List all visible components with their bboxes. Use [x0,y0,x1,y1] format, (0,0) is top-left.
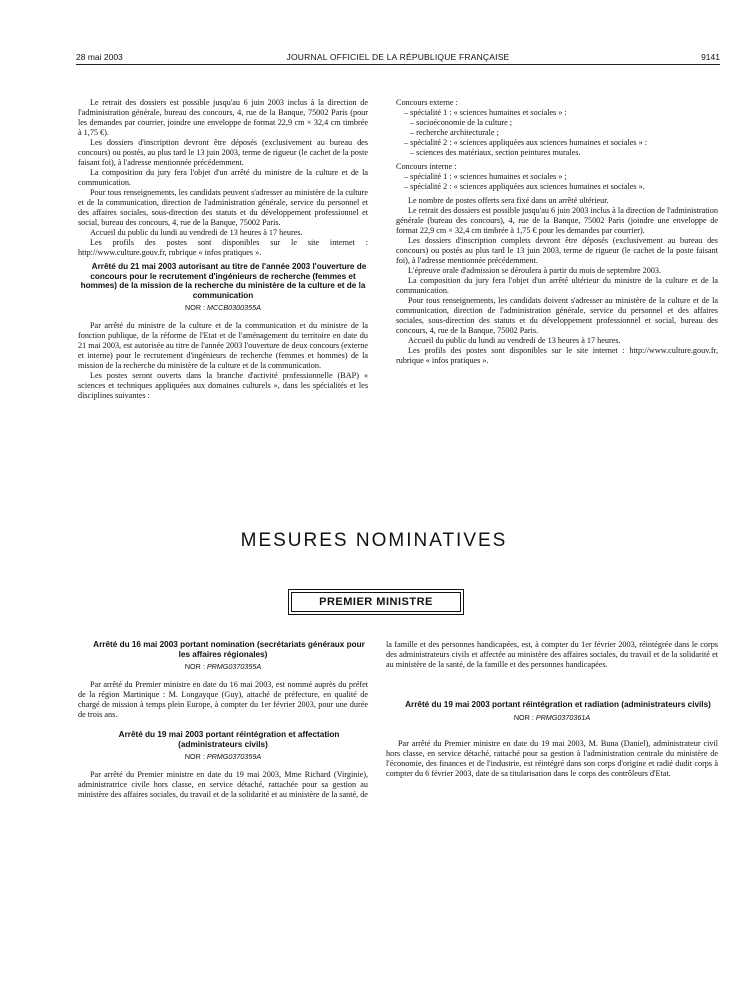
paragraph: Pour tous renseignements, les candidats peuvent s'adresser au ministère de la culture et de la communication, direction de l'administration générale, service du personnel et des affaires sociales, sous-direction des statuts et du développement professionnel et social, bureau des concours, 4, rue de la Banque, 75002 Paris. [78,188,368,227]
arrete-title: Arrêté du 19 mai 2003 portant réintégration et affectation (administrateurs civils) [118,730,340,749]
arrete-title: Arrêté du 21 mai 2003 autorisant au titre de l'année 2003 l'ouverture de concours pour le recrutement d'ingénieurs de recherche (femmes et hommes) de la mission de la recherche du ministère de la culture et de la communication [80,262,367,300]
paragraph: Accueil du public du lundi au vendredi de 13 heures à 17 heures. [408,336,621,345]
arrete-title: Arrêté du 19 mai 2003 portant réintégration et radiation (administrateurs civils) [405,700,711,709]
list-item: – sciences des matériaux, section peintures murales. [410,148,581,157]
list-item: – recherche architecturale ; [410,128,499,137]
bottom-right-column [386,640,718,779]
nor-label: NOR : [184,752,205,762]
paragraph: Les profils des postes sont disponibles sur le site internet : http://www.culture.gouv.fr, rubrique « infos pratiques ». [78,238,368,257]
concours-interne-label: Concours interne : [396,162,457,171]
ministry-label: PREMIER MINISTRE [291,592,461,612]
nor-reference [78,662,368,672]
paragraph: Les profils des postes sont disponibles sur le site internet : http://www.culture.gouv.fr, rubrique « infos pratiques ». [396,346,718,365]
nor-reference [78,752,368,762]
header-rule [76,64,720,65]
nor-reference [386,713,718,723]
paragraph: L'épreuve orale d'admission se déroulera à partir du mois de septembre 2003. [408,266,662,275]
list-item: – spécialité 2 : « sciences appliquées aux sciences humaines et sociales ». [404,182,645,191]
paragraph: Le nombre de postes offerts sera fixé dans un arrêté ultérieur. [408,196,609,205]
top-right-column [396,98,718,366]
issue-date: 28 mai 2003 [76,52,123,62]
list-item: – socioéconomie de la culture ; [410,118,513,127]
nor-reference [78,303,368,313]
paragraph: Les dossiers d'inscription devront être déposés (exclusivement au bureau des concours) ou postés, au plus tard le 13 juin 2003, terme de rigueur (le cachet de la poste faisant foi), à l'adresse mentionnée précédemment. [78,138,368,167]
nor-label: NOR : [184,662,205,672]
paragraph: La composition du jury fera l'objet d'un arrêté du ministre de la culture et de la communication. [78,168,368,187]
list-item: – spécialité 1 : « sciences humaines et sociales » : [404,108,567,117]
bottom-left-column [78,640,368,800]
arrete-title: Arrêté du 16 mai 2003 portant nomination (secrétariats généraux pour les affaires régionales) [93,640,365,659]
ministry-box [288,589,464,615]
page-number: 9141 [701,52,720,62]
list-item: – spécialité 1 : « sciences humaines et sociales » ; [404,172,567,181]
paragraph: Les postes seront ouverts dans la branche d'activité professionnelle (BAP) « sciences et techniques appliquées aux domaines culturels », dans les spécialités et les disciplines suivantes : [78,371,368,401]
nor-label: NOR : [513,712,534,722]
paragraph: Par arrêté du ministre de la culture et de la communication et du ministre de la fonction publique, de la réforme de l'Etat et de l'aménagement du territoire en date du 21 mai 2003, est autorisée au titre de l'année 2003 l'ouverture de deux concours (externe et interne) pour le recrutement d'ingénieurs de recherche (femmes et hommes) de la mission de la recherche du ministère de la culture et de la communication. [78,321,368,371]
nor-label: NOR : [185,303,205,313]
paragraph: Pour tous renseignements, les candidats doivent s'adresser au ministère de la culture et de la communication, direction de l'administration générale, service du personnel et des affaires sociales, sous-direction des statuts et du développement professionnel et social, bureau des concours, 4, rue de la Banque, 75002 Paris. [396,296,718,335]
nor-code: PRMG0370361A [535,712,591,722]
nor-code: PRMG0370359A [206,752,262,762]
journal-title: JOURNAL OFFICIEL DE LA RÉPUBLIQUE FRANÇAISE [286,52,510,62]
paragraph: Accueil du public du lundi au vendredi de 13 heures à 17 heures. [90,228,303,237]
top-left-column [78,98,368,401]
paragraph: Par arrêté du Premier ministre en date du 19 mai 2003, M. Buna (Daniel), administrateur civil hors classe, en service détaché, rattaché pour sa gestion à l'administration centrale du ministère de l'économie, des finances et de l'industrie, est réintégré dans son corps d'origine et radié dudit corps à compter du 6 février 2003, date de sa titularisation dans le corps des contrôleurs d'Etat. [386,738,718,778]
paragraph: Le retrait des dossiers est possible jusqu'au 6 juin 2003 inclus à la direction de l'administration générale (bureau des concours), 4, rue de la Banque, 75002 Paris (joindre une enveloppe de format 22,9 cm × 32,4 cm timbrée à 1,75 € pour les demandes par courrier). [396,206,718,235]
concours-externe-label: Concours externe : [396,98,458,107]
paragraph: La composition du jury fera l'objet d'un arrêté ultérieur du ministre de la culture et de la communication. [396,276,718,295]
nor-code: MCCB0300355A [207,303,261,313]
list-item: – spécialité 2 : « sciences appliquées aux sciences humaines et sociales » : [404,138,648,147]
section-title: MESURES NOMINATIVES [240,530,508,551]
paragraph: Les dossiers d'inscription complets devront être déposés (exclusivement au bureau des concours) ou postés au plus tard le 13 juin 2003, terme de rigueur (le cachet de la poste faisant foi), à l'adresse mentionnée précédemment. [396,236,718,265]
paragraph: Par arrêté du Premier ministre en date du 19 mai 2003, Mme Richard (Virginie), administratrice civile hors classe, en service détaché, rattachée pour sa gestion au ministère des affaires sociales, du travail et de la solidarité et au ministère de la santé, de [78,770,368,800]
paragraph: Par arrêté du Premier ministre en date du 16 mai 2003, est nommé auprès du préfet de la région Martinique : M. Longayque (Guy), attaché de préfecture, en qualité de chargé de mission à temps plein Europe, à compter du 1er février 2003, pour une durée de trois ans. [78,680,368,720]
nor-code: PRMG0370355A [206,662,262,672]
paragraph: la famille et des personnes handicapées, est, à compter du 1er février 2003, réintégrée dans le corps des administrateurs civils et affectée au ministère des affaires sociales, du travail et de la solidarité et au ministère de la santé, de la famille et des personnes handicapées. [386,640,718,669]
paragraph: Le retrait des dossiers est possible jusqu'au 6 juin 2003 inclus à la direction de l'administration générale, bureau des concours, 4, rue de la Banque, 75002 Paris (pour les demandes par courrier, joindre une enveloppe de format 22,9 cm × 32,4 cm timbrée à 1,75 €). [78,98,368,137]
